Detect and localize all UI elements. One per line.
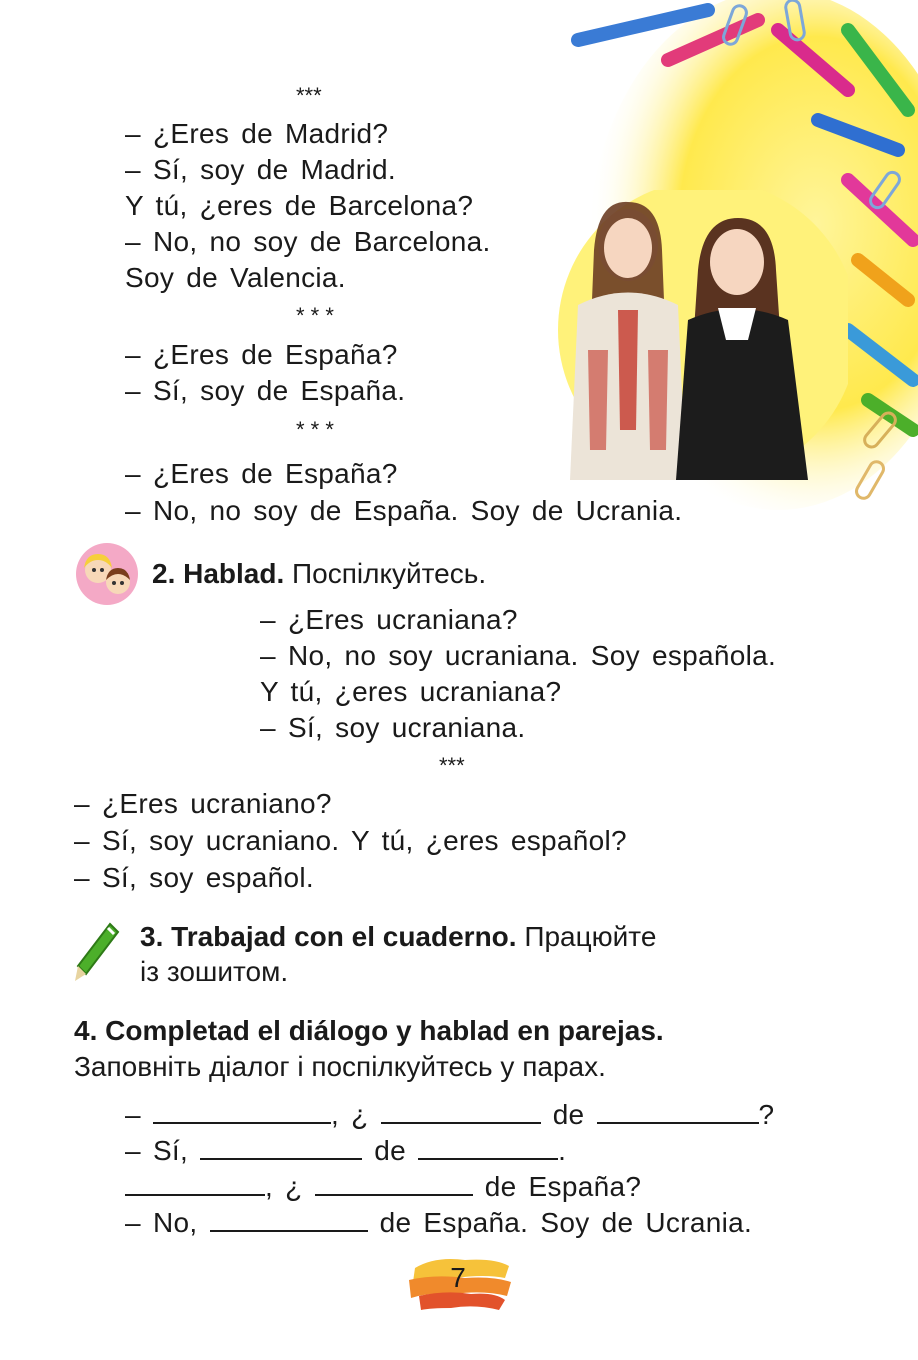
- text-fragment: de España. Soy de Ucrania.: [367, 1207, 753, 1238]
- fill-in-line: [125, 1206, 752, 1240]
- dialogue-line: Soy de Valencia.: [125, 262, 346, 293]
- exercise-4-subtitle: Заповніть діалог і поспілкуйтесь у парах.: [74, 1051, 606, 1082]
- exercise-4-title: 4. Completad el diálogo y hablad en parejas.: [74, 1015, 664, 1046]
- blank-field[interactable]: [210, 1208, 368, 1232]
- text-fragment: ?: [758, 1099, 775, 1130]
- exercise-2-title: 2. Hablad.: [152, 558, 285, 589]
- dialogue-line: – ¿Eres de España?: [125, 458, 398, 489]
- exercise-3-subtitle-2: із зошитом.: [140, 956, 289, 987]
- dialogue-line: Y tú, ¿eres de Barcelona?: [125, 190, 474, 221]
- two-girls-photo: [548, 190, 848, 480]
- dialogue-line: – No, no soy de España. Soy de Ucrania.: [125, 495, 683, 526]
- exercise-2-heading: [152, 557, 486, 591]
- two-children-faces-icon: [72, 542, 142, 606]
- fill-in-line: [125, 1134, 566, 1168]
- text-fragment: – Sí,: [125, 1135, 201, 1166]
- dialogue-line: – Sí, soy de Madrid.: [125, 154, 397, 185]
- dialogue-line: – Sí, soy de España.: [125, 375, 406, 406]
- dialogue-line: – ¿Eres de España?: [125, 339, 398, 370]
- dialogue-line: – ¿Eres de Madrid?: [125, 118, 389, 149]
- blank-field[interactable]: [153, 1100, 331, 1124]
- text-fragment: .: [558, 1135, 567, 1166]
- separator-stars: ***: [296, 83, 322, 108]
- page-number: 7: [450, 1262, 466, 1293]
- exercise-3-title: 3. Trabajad con el cuaderno.: [140, 921, 517, 952]
- separator-stars: ***: [439, 753, 465, 778]
- blank-field[interactable]: [125, 1172, 265, 1196]
- separator-stars: * * *: [296, 303, 334, 328]
- dialogue-line: – No, no soy de Barcelona.: [125, 226, 491, 257]
- dialogue-line: – No, no soy ucraniana. Soy española.: [260, 640, 777, 671]
- text-fragment: , ¿: [265, 1171, 315, 1202]
- dialogue-line: Y tú, ¿eres ucraniana?: [260, 676, 562, 707]
- exercise-3-heading: [140, 920, 656, 954]
- blank-field[interactable]: [597, 1100, 759, 1124]
- text-fragment: de: [362, 1135, 419, 1166]
- text-fragment: de España?: [472, 1171, 642, 1202]
- text-fragment: – No,: [125, 1207, 210, 1238]
- dialogue-line: – Sí, soy español.: [74, 862, 314, 893]
- fill-in-line: [125, 1170, 641, 1204]
- dialogue-line: – ¿Eres ucraniano?: [74, 788, 332, 819]
- blank-field[interactable]: [381, 1100, 541, 1124]
- exercise-3-subtitle: Працюйте: [524, 921, 657, 952]
- blank-field[interactable]: [418, 1136, 558, 1160]
- dialogue-line: – Sí, soy ucraniano. Y tú, ¿eres español?: [74, 825, 627, 856]
- blank-field[interactable]: [315, 1172, 473, 1196]
- blank-field[interactable]: [200, 1136, 362, 1160]
- dialogue-line: – Sí, soy ucraniana.: [260, 712, 526, 743]
- exercise-2-subtitle: Поспілкуйтесь.: [292, 558, 487, 589]
- fill-in-line: [125, 1098, 774, 1132]
- text-fragment: –: [125, 1099, 153, 1130]
- text-fragment: de: [540, 1099, 597, 1130]
- dialogue-line: – ¿Eres ucraniana?: [260, 604, 518, 635]
- green-pen-icon: [72, 920, 122, 984]
- text-fragment: , ¿: [330, 1099, 381, 1130]
- separator-stars: * * *: [296, 417, 334, 442]
